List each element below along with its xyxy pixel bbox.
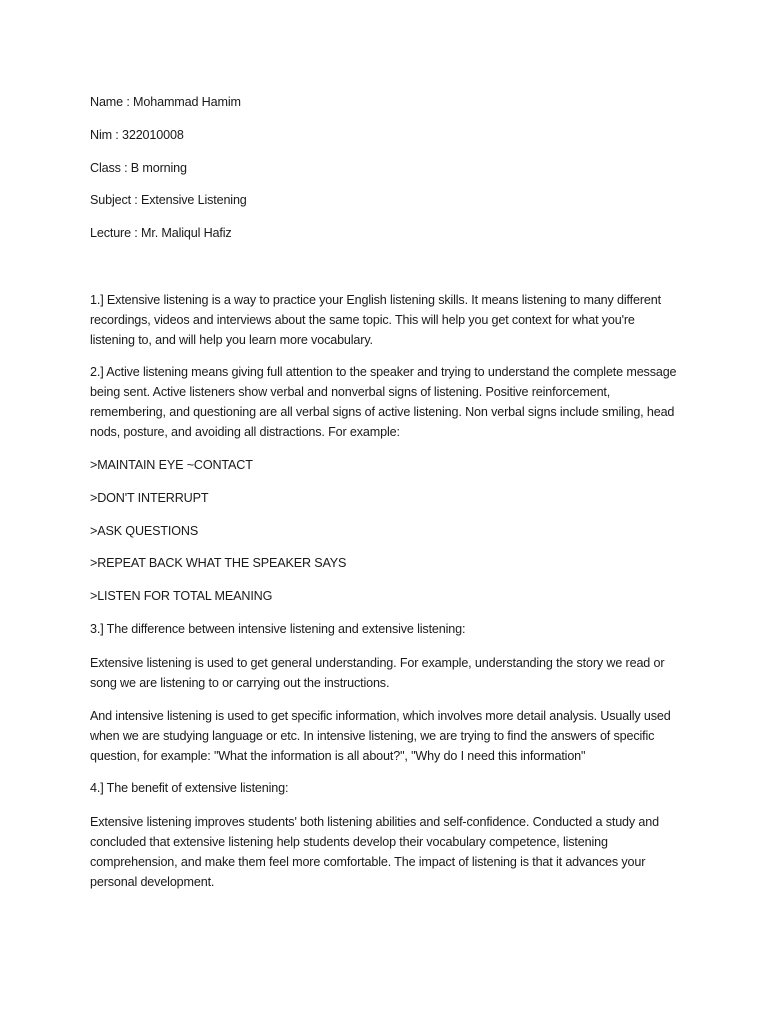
- list-item: >DON'T INTERRUPT: [90, 491, 209, 505]
- answer-1: 1.] Extensive listening is a way to practice your English listening skills. It means listening to many different recordings, videos and interviews about the same topic. This will help you get context for what you're listening to, and will help you learn more vocabulary.: [90, 293, 661, 347]
- answer-3-paragraph-1: Extensive listening is used to get general understanding. For example, understanding the story we read or song we are listening to or carrying out the instructions.: [90, 656, 665, 690]
- list-item: >ASK QUESTIONS: [90, 524, 199, 538]
- nim-line: Nim : 322010008: [90, 128, 184, 142]
- name-line: Name : Mohammad Hamim: [90, 95, 241, 109]
- list-item: >LISTEN FOR TOTAL MEANING: [90, 589, 273, 603]
- answer-4-title: 4.] The benefit of extensive listening:: [90, 781, 289, 795]
- list-item: >MAINTAIN EYE ~CONTACT: [90, 458, 253, 472]
- answer-2: 2.] Active listening means giving full attention to the speaker and trying to understand the complete message being sent. Active listeners show verbal and nonverbal signs of listening. Positive reinforcement, remembering, and questioning are all verbal signs of active listening. Non verbal signs include smiling, head nods, posture, and avoiding all distractions. For example:: [90, 365, 677, 439]
- class-line: Class : B morning: [90, 161, 187, 175]
- answer-4-paragraph-1: Extensive listening improves students' both listening abilities and self-confidence. Conducted a study and concluded that extensive listening help students develop their vocabulary competence, listening comprehension, and make them feel more comfortable. The impact of listening is that it advances your personal development.: [90, 815, 659, 889]
- answer-3-paragraph-2: And intensive listening is used to get specific information, which involves more detail analysis. Usually used when we are studying language or etc. In intensive listening, we are trying to find the answers of specific question, for example: "What the information is all about?", "Why do I need this information": [90, 709, 671, 763]
- list-item: >REPEAT BACK WHAT THE SPEAKER SAYS: [90, 556, 347, 570]
- lecture-line: Lecture : Mr. Maliqul Hafiz: [90, 226, 232, 240]
- answer-3-title: 3.] The difference between intensive listening and extensive listening:: [90, 622, 466, 636]
- subject-line: Subject : Extensive Listening: [90, 193, 247, 207]
